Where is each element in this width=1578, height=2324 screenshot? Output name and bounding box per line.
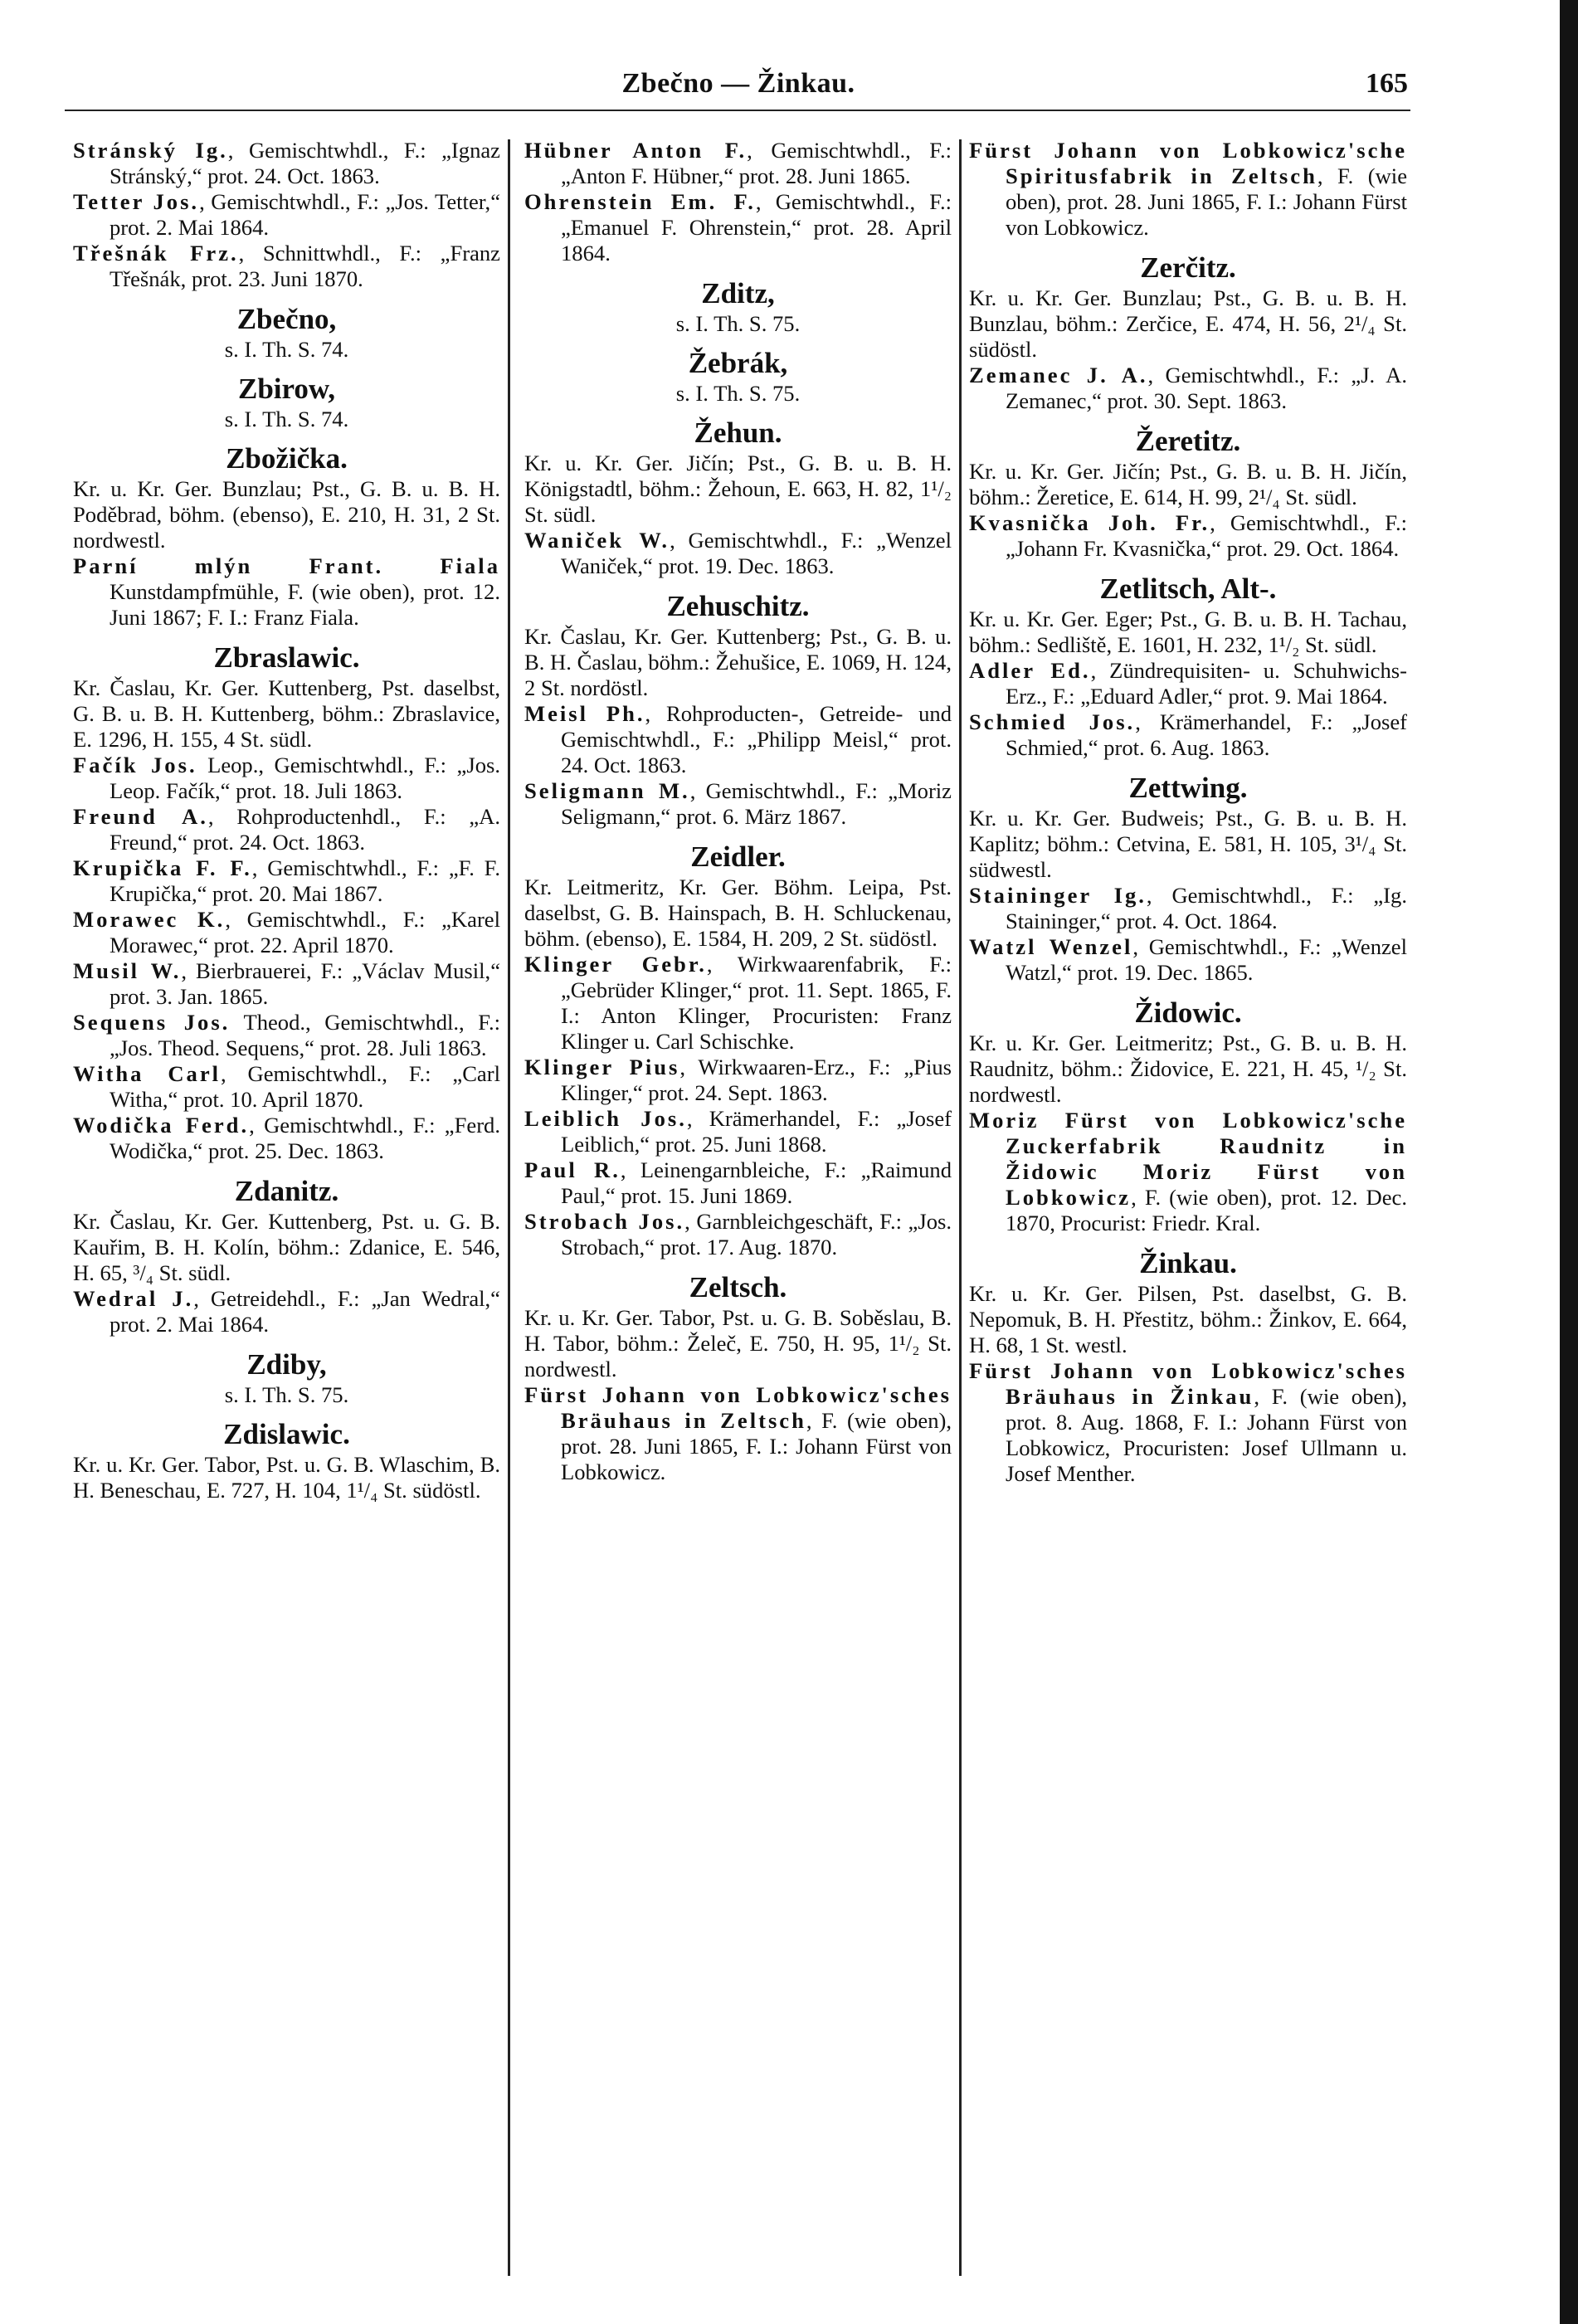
register-entry (524, 701, 952, 778)
register-entry (73, 553, 500, 631)
entry-details: Theod., Gemischtwhdl., F.: „Jos. Theod. Sequens,“ prot. 28. Juli 1863. (110, 1010, 501, 1060)
place-heading: Zeidler. (690, 840, 786, 873)
firm-name: Strobach Jos. (524, 1209, 685, 1234)
cross-reference: s. I. Th. S. 74. (224, 337, 349, 362)
entry-details: , Krämerhandel, F.: „Josef Leiblich,“ prot. 25. Juni 1868. (561, 1106, 952, 1157)
header-rule (65, 110, 1410, 111)
entry-details: , Gemischtwhdl., F.: „Anton F. Hübner,“ prot. 28. Juni 1865. (561, 138, 952, 188)
place-heading: Zdiby, (246, 1348, 327, 1381)
register-entry (73, 1010, 500, 1061)
column-divider (508, 139, 510, 2276)
entry-details: , Bierbrauerei, F.: „Václav Musil,“ prot. 3. Jan. 1865. (110, 958, 500, 1009)
place-heading: Zettwing. (1128, 772, 1248, 804)
firm-name: Moriz Fürst von Lobkowicz'sche Zuckerfabrik Raudnitz in Židowic Moriz Fürst von Lobkowicz (969, 1108, 1407, 1210)
entry-details: , Schnittwhdl., F.: „Franz Třešnák, prot. 23. Juni 1870. (110, 241, 500, 291)
place-description: Kr. Časlau, Kr. Ger. Kuttenberg, Pst. u. G. B. Kauřim, B. H. Kolín, böhm.: Zdanice, E. 546, H. 65, ³/₄ St. südl. (73, 1209, 500, 1285)
place-heading: Žinkau. (1139, 1247, 1237, 1279)
firm-name: Wodička Ferd. (73, 1113, 250, 1138)
entry-details: , Wirkwaarenfabrik, F.: „Gebrüder Klinger,“ prot. 11. Sept. 1865, F. I.: Anton Klinger, Procuristen: Franz Klinger u. Carl Schischke. (561, 952, 952, 1054)
page-edge-strip (1560, 0, 1578, 2324)
place-description: Kr. u. Kr. Ger. Bunzlau; Pst., G. B. u. B. H. Bunzlau, böhm.: Zerčice, E. 474, H. 56, 2¹/₄ St. südöstl. (969, 285, 1407, 362)
entry-details: , Gemischtwhdl., F.: „Ignaz Stránský,“ prot. 24. Oct. 1863. (110, 138, 500, 188)
firm-name: Leiblich Jos. (524, 1106, 687, 1131)
firm-name: Fürst Johann von Lobkowicz'sche Spiritusfabrik in Zeltsch (969, 138, 1407, 188)
firm-name: Morawec K. (73, 907, 226, 932)
place-heading: Židowic. (1134, 996, 1242, 1029)
entry-details: , Gemischtwhdl., F.: „Moriz Seligmann,“ prot. 6. März 1867. (561, 778, 952, 829)
firm-name: Klinger Pius (524, 1055, 680, 1079)
place-heading: Žehun. (694, 417, 782, 449)
firm-name: Hübner Anton F. (524, 138, 748, 163)
place-heading: Zehuschitz. (666, 590, 810, 622)
firm-name: Fürst Johann von Lobkowicz'sches Bräuhaus in Žinkau (969, 1358, 1407, 1409)
register-entry (524, 1382, 952, 1485)
place-description: Kr. u. Kr. Ger. Pilsen, Pst. daselbst, G. B. Nepomuk, B. H. Přestitz, böhm.: Žinkov, E. 664, H. 68, 1 St. westl. (969, 1281, 1407, 1357)
place-heading: Zdislawic. (223, 1418, 350, 1450)
page-title: Zbečno — Žinkau. (621, 68, 855, 99)
place-description: Kr. u. Kr. Ger. Eger; Pst., G. B. u. B. H. Tachau, böhm.: Sedliště, E. 1601, H. 232, 1¹/₂ St. südl. (969, 607, 1407, 657)
cross-reference: s. I. Th. S. 75. (675, 311, 801, 336)
firm-name: Parní mlýn Frant. Fiala (73, 553, 500, 578)
register-entry (73, 1286, 500, 1337)
place-description: Kr. u. Kr. Ger. Jičín; Pst., G. B. u. B. H. Jičín, böhm.: Žeretice, E. 614, H. 99, 2¹/₄ St. südl. (969, 459, 1407, 509)
register-entry (73, 138, 500, 189)
place-heading: Zbožička. (226, 442, 348, 475)
register-entry (969, 883, 1407, 934)
entry-details: , Leinengarnbleiche, F.: „Raimund Paul,“ prot. 15. Juni 1869. (561, 1157, 952, 1208)
register-entry (73, 958, 500, 1010)
firm-name: Tetter Jos. (73, 189, 200, 214)
register-entry (73, 1061, 500, 1113)
firm-name: Wedral J. (73, 1286, 194, 1311)
entry-details: , F. (wie oben), prot. 28. Juni 1865, F. I.: Johann Fürst von Lobkowicz. (561, 1408, 952, 1484)
register-entry (524, 1106, 952, 1157)
register-entry (524, 189, 952, 266)
entry-details: , F. (wie oben), prot. 12. Dec. 1870, Procurist: Friedr. Kral. (1006, 1185, 1407, 1235)
text-column-1 (73, 138, 500, 1503)
firm-name: Třešnák Frz. (73, 241, 239, 266)
entry-details: , F. (wie oben), prot. 8. Aug. 1868, F. I.: Johann Fürst von Lobkowicz, Procuristen: Josef Ullmann u. Josef Menther. (1006, 1384, 1408, 1486)
place-description: Kr. u. Kr. Ger. Leitmeritz; Pst., G. B. u. B. H. Raudnitz, böhm.: Židovice, E. 221, H. 45, ¹/₂ St. nordwestl. (969, 1030, 1407, 1107)
cross-reference: s. I. Th. S. 74. (224, 407, 349, 431)
firm-name: Krupička F. F. (73, 855, 252, 880)
text-column-3 (969, 138, 1407, 1487)
register-entry (969, 138, 1407, 241)
entry-details: , Krämerhandel, F.: „Josef Schmied,“ prot. 6. Aug. 1863. (1006, 709, 1407, 760)
firm-name: Paul R. (524, 1157, 621, 1182)
entry-details: , Gemischtwhdl., F.: „Carl Witha,“ prot. 10. April 1870. (110, 1061, 500, 1112)
register-entry (524, 138, 952, 189)
firm-name: Sequens Jos. (73, 1010, 231, 1035)
register-entry (524, 952, 952, 1055)
firm-name: Klinger Gebr. (524, 952, 707, 977)
register-entry (969, 934, 1407, 986)
firm-name: Zemanec J. A. (969, 363, 1148, 387)
register-entry (524, 528, 952, 579)
firm-name: Seligmann M. (524, 778, 690, 803)
firm-name: Witha Carl (73, 1061, 222, 1086)
place-heading: Zbraslawic. (213, 641, 360, 674)
firm-name: Freund A. (73, 804, 208, 829)
firm-name: Fačík Jos. (73, 753, 197, 777)
firm-name: Ohrenstein Em. F. (524, 189, 756, 214)
place-description: Kr. u. Kr. Ger. Bunzlau; Pst., G. B. u. B. H. Poděbrad, böhm. (ebenso), E. 210, H. 31, 2 St. nordwestl. (73, 476, 500, 553)
place-heading: Zetlitsch, Alt-. (1099, 572, 1277, 605)
firm-name: Musil W. (73, 958, 182, 983)
place-description: Kr. Časlau, Kr. Ger. Kuttenberg; Pst., G. B. u. B. H. Časlau, böhm.: Žehušice, E. 1069, H. 124, 2 St. nordöstl. (524, 624, 952, 700)
place-heading: Zditz, (701, 277, 775, 309)
register-entry (73, 907, 500, 958)
register-entry (73, 855, 500, 907)
place-description: Kr. Časlau, Kr. Ger. Kuttenberg, Pst. daselbst, G. B. u. B. H. Kuttenberg, böhm.: Zbraslavice, E. 1296, H. 155, 4 St. südl. (73, 675, 500, 752)
register-entry (969, 510, 1407, 562)
register-entry (969, 1108, 1407, 1236)
firm-name: Kvasnička Joh. Fr. (969, 510, 1210, 535)
register-entry (73, 189, 500, 241)
text-column-2 (524, 138, 952, 1485)
entry-details: , Gemischtwhdl., F.: „J. A. Zemanec,“ prot. 30. Sept. 1863. (1006, 363, 1407, 413)
entry-details: Kunstdampfmühle, F. (wie oben), prot. 12. Juni 1867; F. I.: Franz Fiala. (110, 579, 500, 630)
entry-details: , Gemischtwhdl., F.: „F. F. Krupička,“ prot. 20. Mai 1867. (110, 855, 500, 906)
entry-details: Leop., Gemischtwhdl., F.: „Jos. Leop. Fačík,“ prot. 18. Juli 1863. (110, 753, 500, 803)
register-entry (524, 1157, 952, 1209)
entry-details: , F. (wie oben), prot. 28. Juni 1865, F. I.: Johann Fürst von Lobkowicz. (1006, 163, 1407, 240)
entry-details: , Gemischtwhdl., F.: „Jos. Tetter,“ prot. 2. Mai 1864. (110, 189, 500, 240)
entry-details: , Getreidehdl., F.: „Jan Wedral,“ prot. 2. Mai 1864. (110, 1286, 500, 1337)
firm-name: Waniček W. (524, 528, 670, 553)
register-entry (524, 1055, 952, 1106)
register-entry (73, 1113, 500, 1164)
firm-name: Meisl Ph. (524, 701, 645, 726)
place-description: Kr. u. Kr. Ger. Jičín; Pst., G. B. u. B. H. Königstadtl, böhm.: Žehoun, E. 663, H. 82, 1¹/₂ St. südl. (524, 451, 952, 527)
place-description: Kr. Leitmeritz, Kr. Ger. Böhm. Leipa, Pst. daselbst, G. B. Hainspach, B. H. Schluckenau, böhm. (ebenso), E. 1584, H. 209, 2 St. südöstl. (524, 875, 952, 951)
firm-name: Adler Ed. (969, 658, 1091, 683)
place-heading: Žebrák, (688, 347, 788, 379)
register-entry (524, 1209, 952, 1260)
place-description: Kr. u. Kr. Ger. Tabor, Pst. u. G. B. Soběslau, B. H. Tabor, böhm.: Želeč, E. 750, H. 95, 1¹/₂ St. nordwestl. (524, 1305, 952, 1381)
entry-details: , Rohproducten-, Getreide- und Gemischtwhdl., F.: „Philipp Meisl,“ prot. 24. Oct. 1863. (561, 701, 952, 777)
entry-details: , Gemischtwhdl., F.: „Wenzel Waniček,“ prot. 19. Dec. 1863. (561, 528, 952, 578)
register-entry (73, 804, 500, 855)
register-entry (524, 778, 952, 830)
entry-details: , Gemischtwhdl., F.: „Johann Fr. Kvasnička,“ prot. 29. Oct. 1864. (1006, 510, 1407, 561)
entry-details: , Garnbleichgeschäft, F.: „Jos. Strobach,“ prot. 17. Aug. 1870. (561, 1209, 952, 1259)
firm-name: Stránský Ig. (73, 138, 228, 163)
place-description: Kr. u. Kr. Ger. Tabor, Pst. u. G. B. Wlaschim, B. H. Beneschau, E. 727, H. 104, 1¹/₄ St. südöstl. (73, 1452, 500, 1503)
place-heading: Zerčitz. (1140, 251, 1236, 284)
register-entry (73, 753, 500, 804)
register-entry (969, 1358, 1407, 1487)
place-heading: Zbečno, (236, 303, 337, 335)
place-heading: Zdanitz. (234, 1175, 339, 1207)
page-number: 165 (1366, 68, 1408, 99)
column-divider (959, 139, 962, 2276)
place-description: Kr. u. Kr. Ger. Budweis; Pst., G. B. u. B. H. Kaplitz; böhm.: Cetvina, E. 581, H. 105, 3¹/₄ St. südwestl. (969, 806, 1407, 882)
entry-details: , Gemischtwhdl., F.: „Wenzel Watzl,“ prot. 19. Dec. 1865. (1006, 934, 1407, 985)
entry-details: , Gemischtwhdl., F.: „Emanuel F. Ohrenstein,“ prot. 28. April 1864. (561, 189, 952, 266)
register-entry (73, 241, 500, 292)
place-heading: Žeretitz. (1135, 425, 1241, 457)
entry-details: , Rohproductenhdl., F.: „A. Freund,“ prot. 24. Oct. 1863. (110, 804, 500, 855)
place-heading: Zeltsch. (689, 1271, 787, 1303)
cross-reference: s. I. Th. S. 75. (224, 1382, 349, 1407)
register-entry (969, 363, 1407, 414)
firm-name: Watzl Wenzel (969, 934, 1133, 959)
firm-name: Schmied Jos. (969, 709, 1136, 734)
entry-details: , Wirkwaaren-Erz., F.: „Pius Klinger,“ prot. 24. Sept. 1863. (561, 1055, 952, 1105)
entry-details: , Zündrequisiten- u. Schuhwichs-Erz., F.: „Eduard Adler,“ prot. 9. Mai 1864. (1006, 658, 1407, 709)
entry-details: , Gemischtwhdl., F.: „Ferd. Wodička,“ prot. 25. Dec. 1863. (110, 1113, 500, 1163)
entry-details: , Gemischtwhdl., F.: „Karel Morawec,“ prot. 22. April 1870. (110, 907, 500, 957)
register-entry (969, 709, 1407, 761)
place-heading: Zbirow, (237, 373, 336, 405)
firm-name: Fürst Johann von Lobkowicz'sches Bräuhaus in Zeltsch (524, 1382, 952, 1433)
firm-name: Staininger Ig. (969, 883, 1147, 908)
register-entry (969, 658, 1407, 709)
entry-details: , Gemischtwhdl., F.: „Ig. Staininger,“ prot. 4. Oct. 1864. (1006, 883, 1407, 933)
cross-reference: s. I. Th. S. 75. (675, 381, 801, 406)
